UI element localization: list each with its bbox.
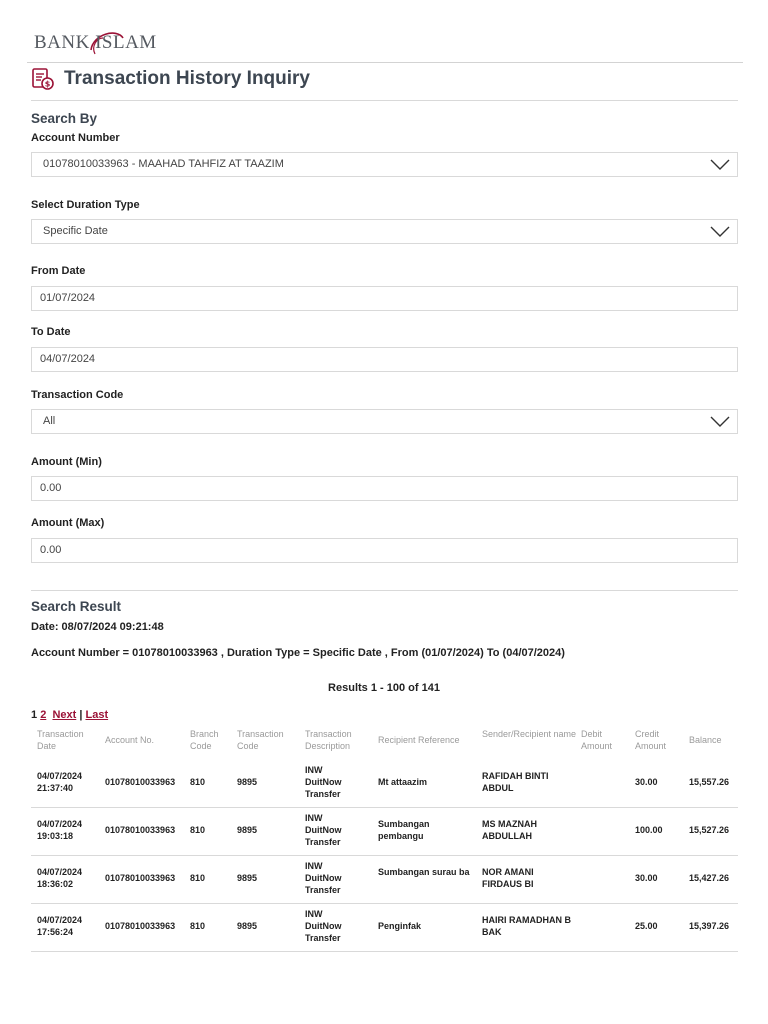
cell-code: 9895 xyxy=(237,825,258,835)
header-credit-amount: Credit Amount xyxy=(635,729,667,751)
amount-max-label: Amount (Max) xyxy=(31,517,105,529)
amount-max-value: 0.00 xyxy=(40,544,62,556)
header-sender-recipient-name: Sender/Recipient name xyxy=(482,729,577,739)
header-debit-amount: Debit Amount xyxy=(581,729,613,751)
cell-credit: 30.00 xyxy=(635,873,658,883)
transaction-code-value: All xyxy=(43,415,56,427)
amount-min-label: Amount (Min) xyxy=(31,456,102,468)
duration-type-select[interactable] xyxy=(31,219,738,244)
duration-type-value: Specific Date xyxy=(43,225,108,237)
transaction-code-label: Transaction Code xyxy=(31,389,124,401)
cell-balance: 15,397.26 xyxy=(689,921,730,931)
cell-date: 04/07/2024 21:37:40 xyxy=(37,771,83,793)
logo-text: BANK ISLAM xyxy=(34,32,157,53)
cell-name: RAFIDAH BINTI ABDUL xyxy=(482,771,549,793)
cell-credit: 100.00 xyxy=(635,825,663,835)
account-number-value: 01078010033963 - MAAHAD TAHFIZ AT TAAZIM xyxy=(43,158,284,170)
page-current: 1 xyxy=(31,709,38,721)
pagination xyxy=(31,709,108,721)
amount-min-input[interactable] xyxy=(31,476,738,501)
svg-text:$: $ xyxy=(44,79,51,89)
to-date-label: To Date xyxy=(31,326,71,338)
header-transaction-date: Transaction Date xyxy=(37,729,84,751)
cell-description: INW DuitNow Transfer xyxy=(305,813,342,847)
page-header xyxy=(31,66,310,92)
chevron-down-icon xyxy=(710,226,730,238)
cell-code: 9895 xyxy=(237,921,258,931)
header-recipient-reference: Recipient Reference xyxy=(378,735,460,745)
account-number-label: Account Number xyxy=(31,132,120,144)
result-date: Date: 08/07/2024 09:21:48 xyxy=(31,621,164,633)
page-2-link[interactable]: 2 xyxy=(40,709,47,721)
cell-credit: 25.00 xyxy=(635,921,658,931)
cell-name: NOR AMANI FIRDAUS BI xyxy=(482,867,534,889)
cell-account: 01078010033963 xyxy=(105,921,176,931)
cell-date: 04/07/2024 18:36:02 xyxy=(37,867,83,889)
row-divider xyxy=(31,903,738,904)
duration-type-label: Select Duration Type xyxy=(31,199,140,211)
report-icon xyxy=(31,67,55,91)
cell-branch: 810 xyxy=(190,921,206,931)
cell-branch: 810 xyxy=(190,777,206,787)
cell-description: INW DuitNow Transfer xyxy=(305,861,342,895)
cell-description: INW DuitNow Transfer xyxy=(305,909,342,943)
header-balance: Balance xyxy=(689,735,722,745)
cell-code: 9895 xyxy=(237,777,258,787)
cell-branch: 810 xyxy=(190,825,206,835)
from-date-value: 01/07/2024 xyxy=(40,292,96,304)
cell-account: 01078010033963 xyxy=(105,873,176,883)
amount-max-input[interactable] xyxy=(31,538,738,563)
cell-date: 04/07/2024 17:56:24 xyxy=(37,915,83,937)
header-divider xyxy=(27,62,743,63)
row-divider xyxy=(31,951,738,952)
cell-reference: Sumbangan pembangu xyxy=(378,819,430,841)
account-number-select[interactable] xyxy=(31,152,738,177)
cell-reference: Mt attaazim xyxy=(378,777,428,787)
from-date-label: From Date xyxy=(31,265,86,277)
next-page-link[interactable]: Next xyxy=(52,709,77,721)
row-divider xyxy=(31,807,738,808)
last-page-link[interactable]: Last xyxy=(85,709,109,721)
row-divider xyxy=(31,855,738,856)
cell-branch: 810 xyxy=(190,873,206,883)
search-divider xyxy=(31,590,738,591)
search-by-heading: Search By xyxy=(31,111,98,126)
cell-account: 01078010033963 xyxy=(105,825,176,835)
header-transaction-description: Transaction Description xyxy=(305,729,352,751)
bank-logo xyxy=(34,28,164,58)
search-criteria: Account Number = 01078010033963 , Duration Type = Specific Date , From (01/07/2024) To (04/07/2024) xyxy=(31,647,565,659)
from-date-input[interactable] xyxy=(31,286,738,311)
header-transaction-code: Transaction Code xyxy=(237,729,284,751)
cell-reference: Penginfak xyxy=(378,921,422,931)
cell-account: 01078010033963 xyxy=(105,777,176,787)
cell-name: MS MAZNAH ABDULLAH xyxy=(482,819,537,841)
to-date-value: 04/07/2024 xyxy=(40,353,96,365)
cell-code: 9895 xyxy=(237,873,258,883)
chevron-down-icon xyxy=(710,159,730,171)
transaction-code-select[interactable] xyxy=(31,409,738,434)
title-divider xyxy=(31,100,738,101)
cell-reference: Sumbangan surau ba xyxy=(378,867,470,877)
cell-date: 04/07/2024 19:03:18 xyxy=(37,819,83,841)
header-account-no: Account No. xyxy=(105,735,155,745)
cell-credit: 30.00 xyxy=(635,777,658,787)
cell-description: INW DuitNow Transfer xyxy=(305,765,342,799)
cell-balance: 15,527.26 xyxy=(689,825,730,835)
cell-balance: 15,427.26 xyxy=(689,873,730,883)
results-count: Results 1 - 100 of 141 xyxy=(328,682,440,694)
cell-balance: 15,557.26 xyxy=(689,777,730,787)
chevron-down-icon xyxy=(710,416,730,428)
header-branch-code: Branch Code xyxy=(190,729,219,751)
to-date-input[interactable] xyxy=(31,347,738,372)
page-title: Transaction History Inquiry xyxy=(64,68,310,89)
pager-separator: | xyxy=(79,709,83,721)
cell-name: HAIRI RAMADHAN B BAK xyxy=(482,915,571,937)
search-result-heading: Search Result xyxy=(31,599,122,614)
amount-min-value: 0.00 xyxy=(40,482,62,494)
